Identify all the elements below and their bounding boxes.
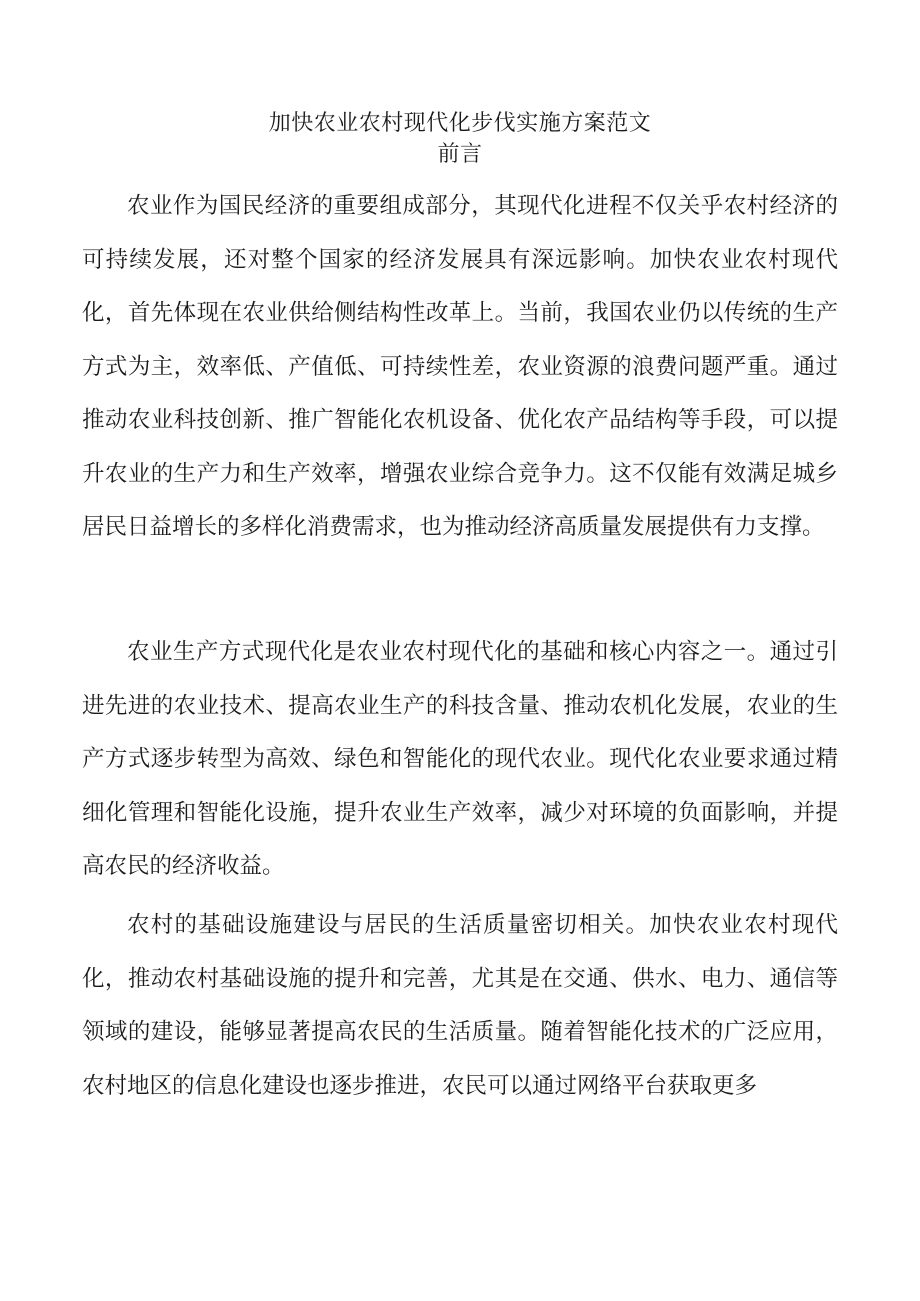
section-heading: 前言	[437, 142, 483, 167]
title-block	[0, 108, 920, 170]
document-title: 加快农业农村现代化步伐实施方案范文	[268, 111, 652, 136]
body-paragraph: 农业生产方式现代化是农业农村现代化的基础和核心内容之一。通过引进先进的农业技术、提高农业生产的科技含量、推动农机化发展，农业的生产方式逐步转型为高效、绿色和智能化的现代农业。现代化农业要求通过精细化管理和智能化设施，提升农业生产效率，减少对环境的负面影响，并提高农民的经济收益。	[82, 639, 838, 879]
body-paragraph: 农业作为国民经济的重要组成部分，其现代化进程不仅关乎农村经济的可持续发展，还对整个国家的经济发展具有深远影响。加快农业农村现代化，首先体现在农业供给侧结构性改革上。当前，我国农业仍以传统的生产方式为主，效率低、产值低、可持续性差，农业资源的浪费问题严重。通过推动农业科技创新、推广智能化农机设备、优化农产品结构等手段，可以提升农业的生产力和生产效率，增强农业综合竞争力。这不仅能有效满足城乡居民日益增长的多样化消费需求，也为推动经济高质量发展提供有力支撑。	[82, 193, 838, 540]
body-paragraph: 农村的基础设施建设与居民的生活质量密切相关。加快农业农村现代化，推动农村基础设施的提升和完善，尤其是在交通、供水、电力、通信等领域的建设，能够显著提高农民的生活质量。随着智能化技术的广泛应用，农村地区的信息化建设也逐步推进，农民可以通过网络平台获取更多	[82, 912, 838, 1099]
